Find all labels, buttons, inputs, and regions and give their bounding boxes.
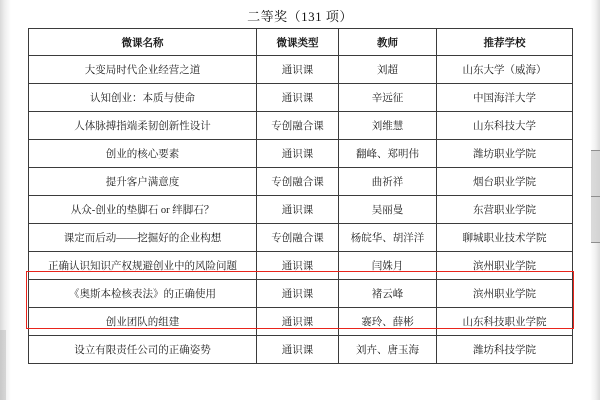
cell-course-type: 通识课 xyxy=(257,280,339,308)
table-header-row xyxy=(29,29,573,56)
cell-teacher: 褚云峰 xyxy=(339,280,437,308)
cell-school: 东营职业学院 xyxy=(437,196,573,224)
fold-line-bottom xyxy=(591,242,600,243)
fold-line-top xyxy=(591,150,600,151)
cell-school: 滨州职业学院 xyxy=(437,252,573,280)
table-row xyxy=(29,112,573,140)
fold-line-mid xyxy=(591,196,600,197)
cell-teacher: 褰玲、薛彬 xyxy=(339,308,437,336)
cell-teacher: 翻峰、郑明伟 xyxy=(339,140,437,168)
table-row xyxy=(29,56,573,84)
cell-school: 潍坊职业学院 xyxy=(437,140,573,168)
cell-course-type: 通识课 xyxy=(257,84,339,112)
cell-school: 聊城职业技术学院 xyxy=(437,224,573,252)
cell-school: 山东科技大学 xyxy=(437,112,573,140)
cell-course-type: 通识课 xyxy=(257,140,339,168)
cell-school: 山东科技职业学院 xyxy=(437,308,573,336)
award-table-container xyxy=(28,28,572,364)
column-header-course-name: 微课名称 xyxy=(29,29,257,56)
scan-smudge xyxy=(0,330,6,400)
cell-course-name: 提升客户满意度 xyxy=(29,168,257,196)
cell-course-type: 专创融合课 xyxy=(257,168,339,196)
table-row xyxy=(29,140,573,168)
cell-course-name: 创业团队的组建 xyxy=(29,308,257,336)
cell-course-name: 从众-创业的垫脚石 or 绊脚石？ xyxy=(29,196,257,224)
cell-course-name: 人体脉搏指端柔韧创新性设计 xyxy=(29,112,257,140)
cell-teacher: 辛远征 xyxy=(339,84,437,112)
cell-course-name: 大变局时代企业经营之道 xyxy=(29,56,257,84)
cell-school: 山东大学（威海） xyxy=(437,56,573,84)
cell-teacher: 闫姝月 xyxy=(339,252,437,280)
table-row xyxy=(29,196,573,224)
cell-course-name: 认知创业：本质与使命 xyxy=(29,84,257,112)
cell-course-type: 通识课 xyxy=(257,196,339,224)
cell-course-type: 通识课 xyxy=(257,56,339,84)
table-row-highlighted xyxy=(29,252,573,280)
cell-course-type: 专创融合课 xyxy=(257,112,339,140)
cell-course-name: 正确认识知识产权规避创业中的风险问题 xyxy=(29,252,257,280)
table-row xyxy=(29,308,573,336)
award-table-body xyxy=(29,29,573,364)
page-title: 二等奖（131 项） xyxy=(247,9,353,24)
award-table xyxy=(28,28,573,364)
table-row xyxy=(29,224,573,252)
table-row xyxy=(29,84,573,112)
column-header-course-type: 微课类型 xyxy=(257,29,339,56)
cell-course-type: 通识课 xyxy=(257,252,339,280)
cell-teacher: 曲祈祥 xyxy=(339,168,437,196)
column-header-school: 推荐学校 xyxy=(437,29,573,56)
cell-teacher: 刘超 xyxy=(339,56,437,84)
table-row-highlighted xyxy=(29,280,573,308)
table-row xyxy=(29,336,573,364)
cell-course-type: 专创融合课 xyxy=(257,224,339,252)
cell-course-type: 通识课 xyxy=(257,336,339,364)
cell-teacher: 刘卉、唐玉海 xyxy=(339,336,437,364)
cell-teacher: 杨皖华、胡洋洋 xyxy=(339,224,437,252)
table-row xyxy=(29,168,573,196)
cell-school: 滨州职业学院 xyxy=(437,280,573,308)
cell-school: 中国海洋大学 xyxy=(437,84,573,112)
cell-course-name: 《奥斯本检核表法》的正确使用 xyxy=(29,280,257,308)
cell-course-name: 课定而后动——挖掘好的企业构想 xyxy=(29,224,257,252)
cell-school: 烟台职业学院 xyxy=(437,168,573,196)
cell-course-name: 创业的核心要素 xyxy=(29,140,257,168)
cell-teacher: 吴丽曼 xyxy=(339,196,437,224)
cell-course-type: 通识课 xyxy=(257,308,339,336)
cell-school: 潍坊科技学院 xyxy=(437,336,573,364)
column-header-teacher: 教师 xyxy=(339,29,437,56)
cell-teacher: 刘维慧 xyxy=(339,112,437,140)
cell-course-name: 设立有限责任公司的正确姿势 xyxy=(29,336,257,364)
